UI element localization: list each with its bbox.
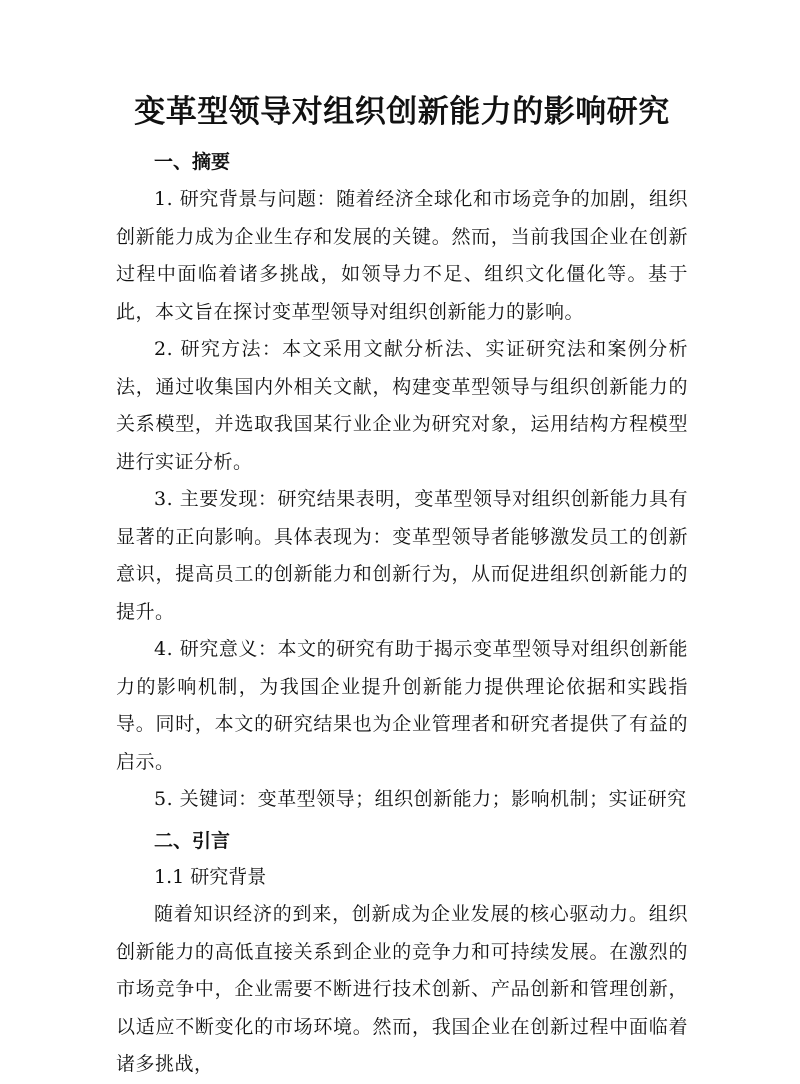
subsection-heading: 1.1 研究背景 (154, 865, 267, 888)
abstract-paragraph: 2. 研究方法：本文采用文献分析法、实证研究法和案例分析法，通过收集国内外相关文献，构建变革型领导与组织创新能力的关系模型，并选取我国某行业企业为研究对象，运用结构方程模型进行实证分析。 (116, 338, 688, 473)
abstract-paragraph: 1. 研究背景与问题：随着经济全球化和市场竞争的加剧，组织创新能力成为企业生存和发展的关键。然而，当前我国企业在创新过程中面临着诸多挑战，如领导力不足、组织文化僵化等。基于此，本文旨在探讨变革型领导对组织创新能力的影响。 (116, 188, 688, 323)
abstract-paragraph: 4. 研究意义：本文的研究有助于揭示变革型领导对组织创新能力的影响机制，为我国企业提升创新能力提供理论依据和实践指导。同时，本文的研究结果也为企业管理者和研究者提供了有益的启示。 (116, 638, 688, 773)
keywords-paragraph: 5. 关键词：变革型领导；组织创新能力；影响机制；实证研究 (154, 788, 687, 810)
introduction-paragraph: 随着知识经济的到来，创新成为企业发展的核心驱动力。组织创新能力的高低直接关系到企业的竞争力和可持续发展。在激烈的市场竞争中，企业需要不断进行技术创新、产品创新和管理创新，以适应不断变化的市场环境。然而，我国企业在创新过程中面临着诸多挑战， (116, 903, 688, 1075)
section-heading-abstract: 一、摘要 (154, 151, 231, 173)
document-title: 变革型领导对组织创新能力的影响研究 (134, 94, 670, 130)
section-heading-introduction: 二、引言 (154, 829, 231, 852)
abstract-paragraph: 3. 主要发现：研究结果表明，变革型领导对组织创新能力具有显著的正向影响。具体表现为：变革型领导者能够激发员工的创新意识，提高员工的创新能力和创新行为，从而促进组织创新能力的提升。 (116, 488, 688, 623)
